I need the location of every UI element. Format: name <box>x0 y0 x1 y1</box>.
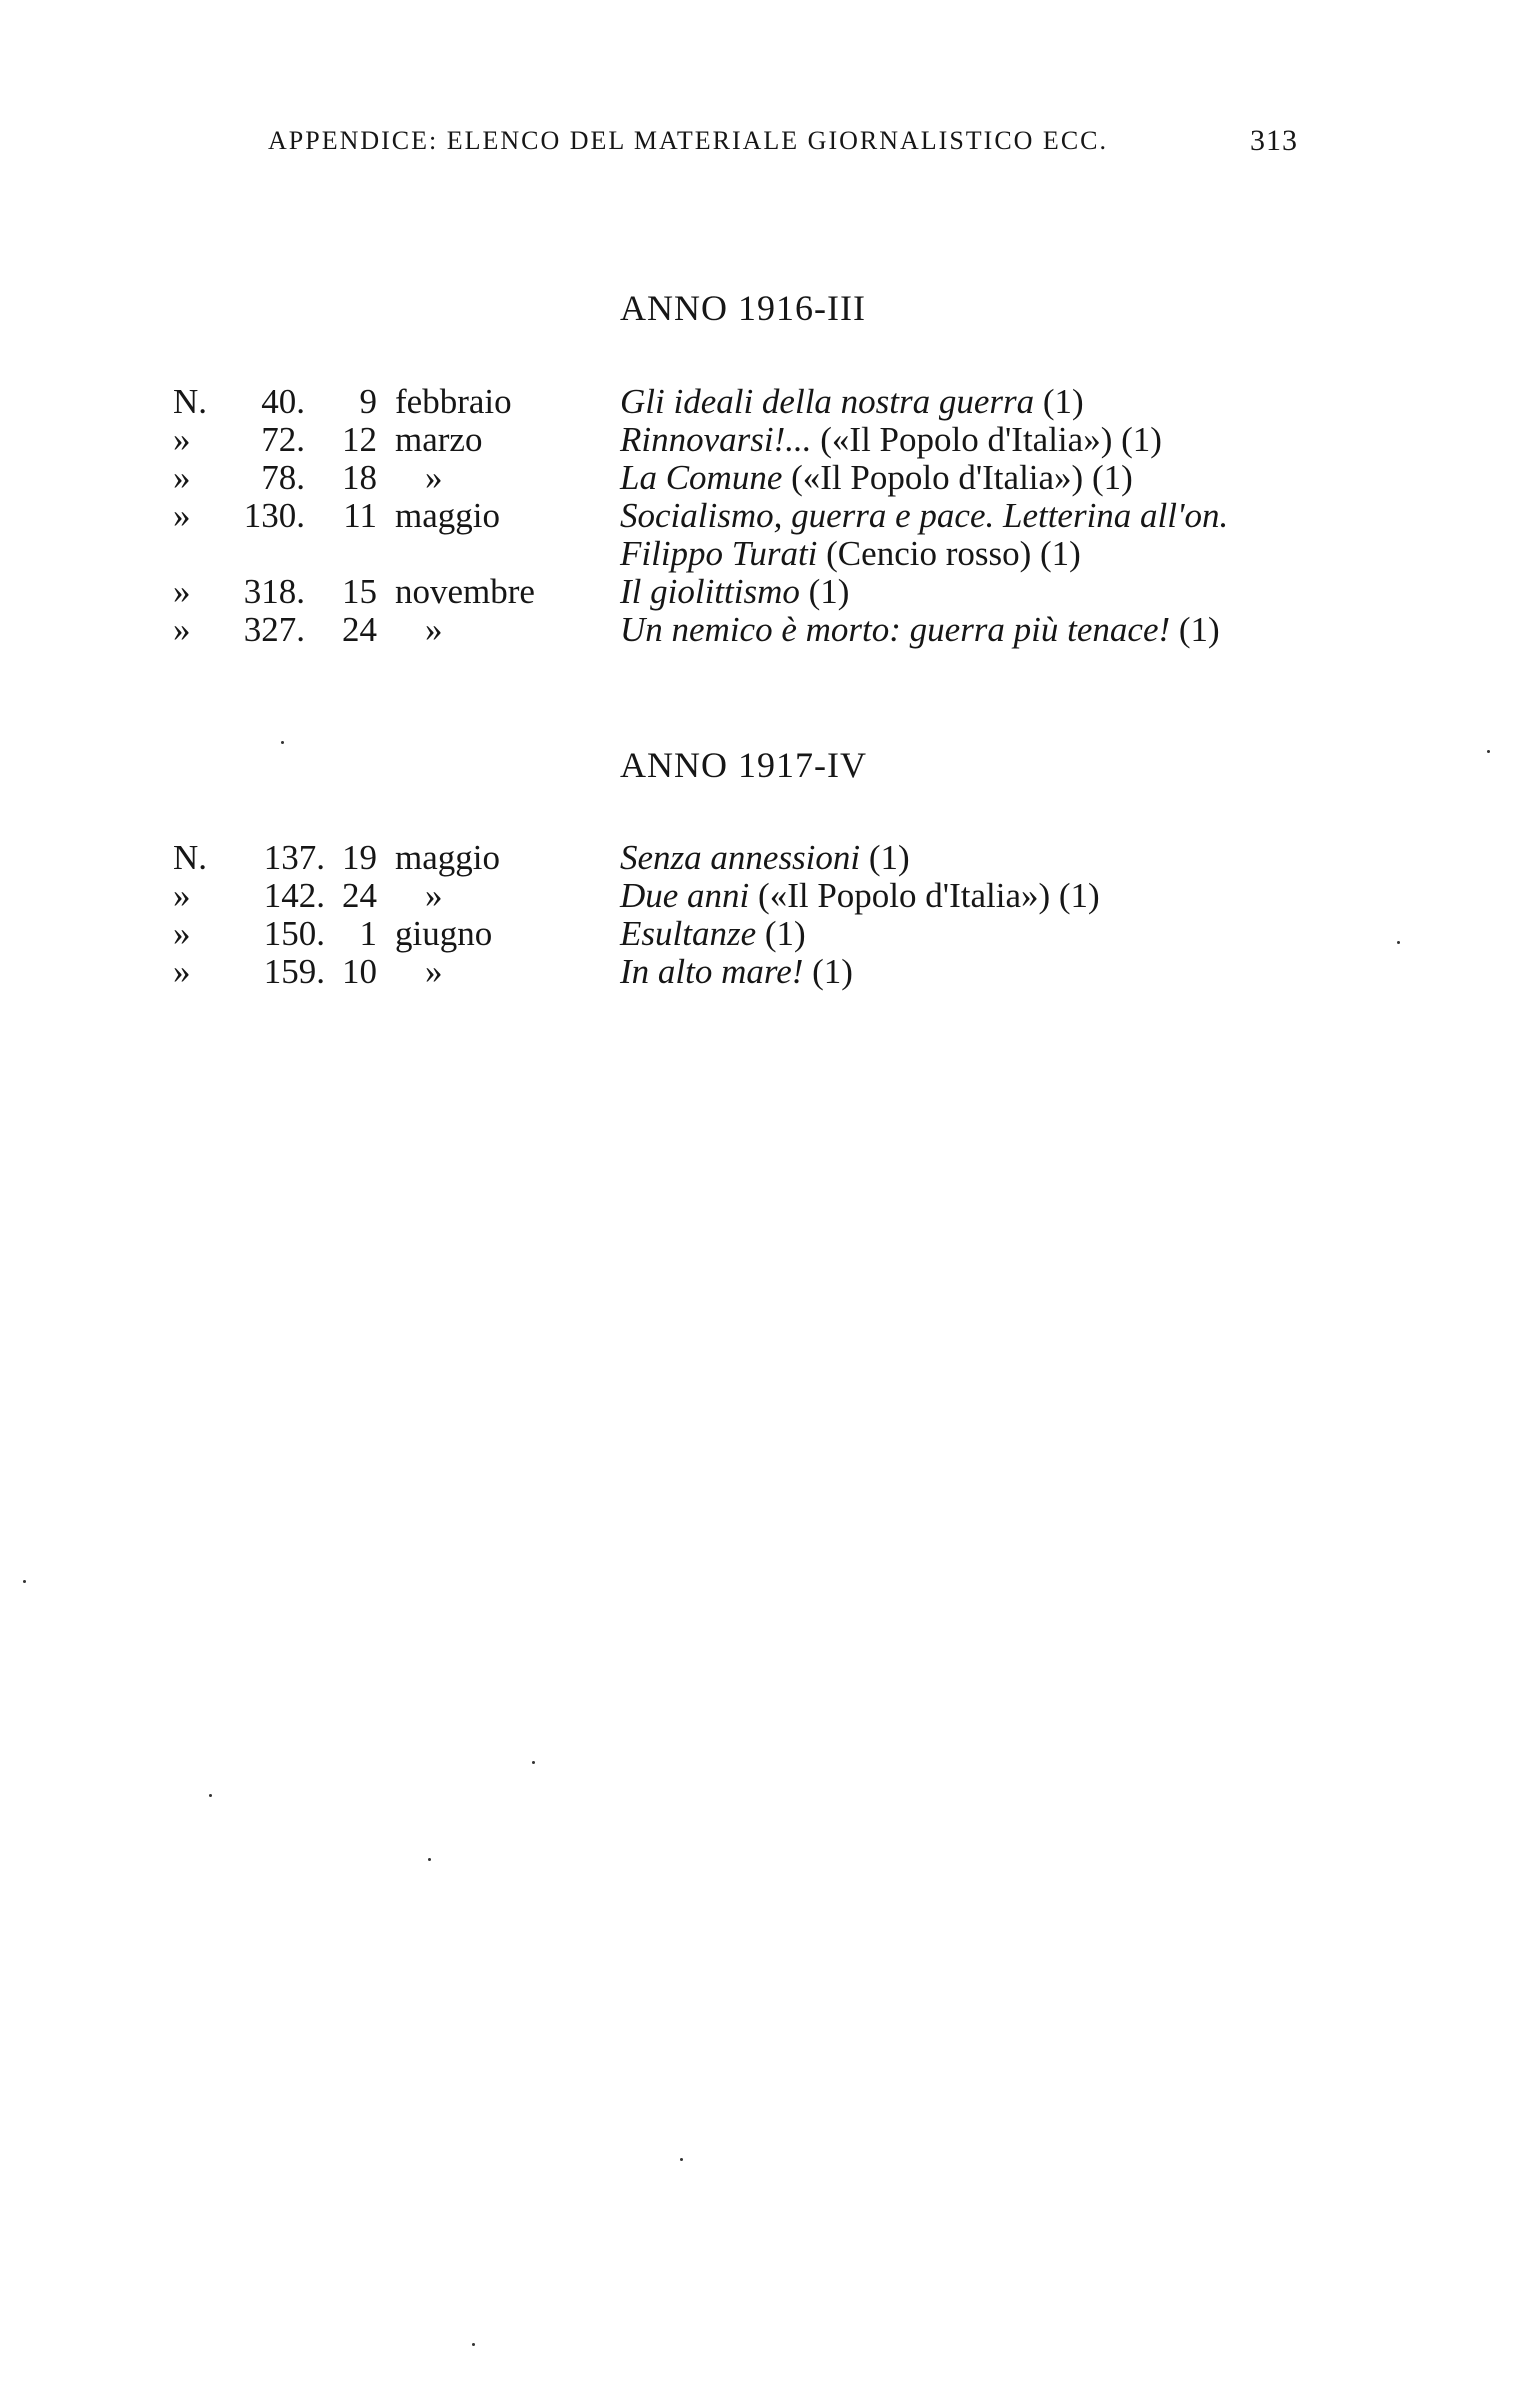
entry-title: Socialismo, guerra e pace. Letterina all'on. <box>620 496 1229 535</box>
entry-title-line <box>620 610 1220 650</box>
list-item <box>0 914 1535 954</box>
entry-month: giugno <box>395 914 493 953</box>
entry-title: Gli ideali della nostra guerra <box>620 382 1035 421</box>
entry-title: La Comune <box>620 458 783 497</box>
entry-title-line <box>620 914 806 954</box>
entry-prefix: N. <box>173 838 208 877</box>
entry-day: 1 <box>359 914 377 953</box>
entry-title-line <box>620 952 853 992</box>
scan-speck <box>680 2158 683 2161</box>
entry-prefix: » <box>173 420 191 459</box>
entry-prefix: » <box>173 952 191 991</box>
entry-title-line <box>620 496 1228 536</box>
entry-title-line <box>620 420 1162 460</box>
list-item <box>0 952 1535 992</box>
running-title: APPENDICE: ELENCO DEL MATERIALE GIORNALISTICO ECC. <box>268 126 1108 155</box>
entry-prefix: » <box>173 610 191 649</box>
entry-note: («Il Popolo d'Italia») (1) <box>791 458 1133 497</box>
entry-prefix: » <box>173 876 191 915</box>
entry-title-line <box>620 458 1133 498</box>
scan-speck <box>532 1761 535 1764</box>
entry-number: 130. <box>243 496 305 535</box>
entry-day: 18 <box>342 458 377 497</box>
entry-note: (Cencio rosso) (1) <box>826 534 1081 573</box>
scan-speck <box>281 741 284 744</box>
entry-title-line <box>620 876 1100 916</box>
entry-title-line <box>620 838 910 878</box>
entry-note: (1) <box>764 914 806 953</box>
list-item-continuation <box>0 534 1535 574</box>
entry-prefix: » <box>173 914 191 953</box>
entry-month: » <box>425 952 443 991</box>
list-item <box>0 610 1535 650</box>
entry-title-line <box>620 572 849 612</box>
entry-title: Il giolittismo <box>620 572 800 611</box>
entry-title: Filippo Turati <box>620 534 818 573</box>
list-item <box>0 838 1535 878</box>
section-heading-1916: ANNO 1916-III <box>620 288 866 328</box>
entry-number: 78. <box>261 458 305 497</box>
running-head <box>268 126 1298 166</box>
list-item <box>0 420 1535 460</box>
entry-number: 142. <box>263 876 325 915</box>
entry-title: Senza annessioni <box>620 838 861 877</box>
entry-day: 24 <box>342 876 377 915</box>
entry-month: novembre <box>395 572 535 611</box>
entry-title: Due anni <box>620 876 750 915</box>
entry-number: 40. <box>261 382 305 421</box>
entry-number: 327. <box>243 610 305 649</box>
scan-speck <box>1487 750 1490 753</box>
entry-title: Un nemico è morto: guerra più tenace! <box>620 610 1171 649</box>
entry-day: 19 <box>342 838 377 877</box>
entry-month: maggio <box>395 496 500 535</box>
entry-day: 24 <box>342 610 377 649</box>
entry-title: In alto mare! <box>620 952 804 991</box>
section-heading-1917: ANNO 1917-IV <box>620 745 867 785</box>
entry-number: 150. <box>263 914 325 953</box>
scan-speck <box>209 1794 212 1797</box>
entry-month: maggio <box>395 838 500 877</box>
page-number: 313 <box>1250 124 1298 157</box>
entry-month: » <box>425 610 443 649</box>
entry-day: 9 <box>359 382 377 421</box>
entry-prefix: » <box>173 496 191 535</box>
entry-day: 15 <box>342 572 377 611</box>
entry-number: 137. <box>263 838 325 877</box>
entry-note: (1) <box>1042 382 1084 421</box>
entry-note: («Il Popolo d'Italia») (1) <box>758 876 1100 915</box>
list-item <box>0 572 1535 612</box>
list-item <box>0 458 1535 498</box>
list-item <box>0 876 1535 916</box>
entry-month: » <box>425 458 443 497</box>
entry-note: («Il Popolo d'Italia») (1) <box>820 420 1162 459</box>
entry-title: Esultanze <box>620 914 757 953</box>
entry-day: 10 <box>342 952 377 991</box>
entry-note: (1) <box>808 572 850 611</box>
entry-note: (1) <box>812 952 853 991</box>
entry-note: (1) <box>868 838 910 877</box>
entry-prefix: » <box>173 572 191 611</box>
list-item <box>0 382 1535 422</box>
entry-title-line <box>620 382 1084 422</box>
entry-number: 159. <box>263 952 325 991</box>
entry-prefix: » <box>173 458 191 497</box>
entry-month: » <box>425 876 443 915</box>
entry-prefix: N. <box>173 382 208 421</box>
entry-number: 318. <box>243 572 305 611</box>
scan-speck <box>23 1580 26 1583</box>
scan-speck <box>428 1858 431 1861</box>
scan-speck <box>472 2343 475 2346</box>
scan-speck <box>1397 941 1400 944</box>
entry-title: Rinnovarsi!... <box>620 420 812 459</box>
entry-month: marzo <box>395 420 483 459</box>
entry-day: 12 <box>342 420 377 459</box>
list-item <box>0 496 1535 536</box>
entry-day: 11 <box>343 496 377 535</box>
entry-title-line <box>620 534 1081 574</box>
entry-month: febbraio <box>395 382 512 421</box>
entry-note: (1) <box>1178 610 1220 649</box>
entry-number: 72. <box>261 420 305 459</box>
